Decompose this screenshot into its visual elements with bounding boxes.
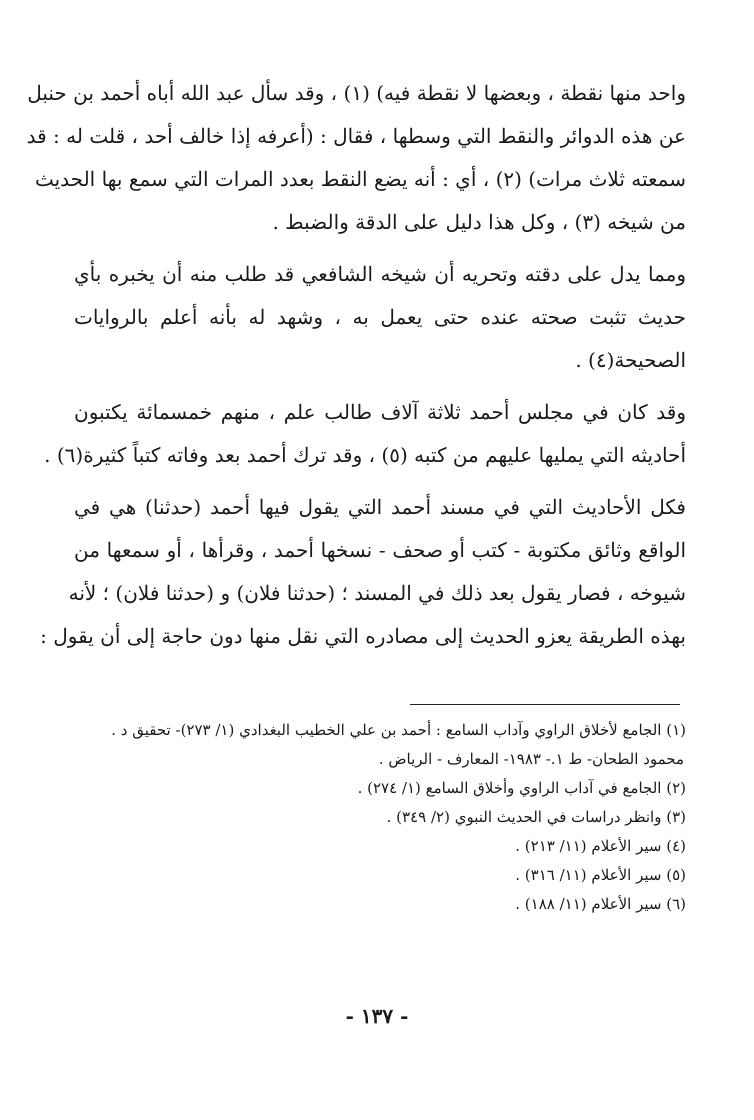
text-line: شيوخه ، فصار يقول بعد ذلك في المسند ؛ (حدثنا فلان) و (حدثنا فلان) ؛ لأنه <box>68 581 686 605</box>
text-line: حديث تثبت صحته عنده حتى يعمل به ، وشهد له بأنه أعلم بالروايات <box>74 305 686 329</box>
footnote-2: (٢) الجامع في آداب الراوي وأخلاق السامع (١/ ٢٧٤) . <box>357 779 686 797</box>
paragraph-4 <box>40 486 686 658</box>
text-line: سمعته ثلاث مرات) (٢) ، أي : أنه يضع النقط بعدد المرات التي سمع بها الحديث <box>34 167 686 191</box>
page-number: - ١٣٧ - <box>345 1004 409 1028</box>
main-text <box>26 72 686 658</box>
text-line: ومما يدل على دقته وتحريه أن شيخه الشافعي قد طلب منه أن يخبره بأي <box>74 262 686 286</box>
text-line: بهذه الطريقة يعزو الحديث إلى مصادره التي نقل منها دون حاجة إلى أن يقول : <box>40 624 686 648</box>
footnote-6: (٦) سير الأعلام (١١/ ١٨٨) . <box>515 895 686 913</box>
text-line: فكل الأحاديث التي في مسند أحمد التي يقول فيها أحمد (حدثنا) هي في <box>74 495 686 519</box>
paragraph-2 <box>74 253 686 382</box>
text-line: أحاديثه التي يمليها عليهم من كتبه (٥) ، وقد ترك أحمد بعد وفاته كتباً كثيرة(٦) . <box>44 443 686 467</box>
text-line: عن هذه الدوائر والنقط التي وسطها ، فقال : (أعرفه إذا خالف أحد ، قلت له : قد <box>26 124 686 148</box>
footnote-3: (٣) وانظر دراسات في الحديث النبوي (٢/ ٣٤٩) . <box>386 808 686 826</box>
footnotes <box>74 716 686 919</box>
text-line: وقد كان في مجلس أحمد ثلاثة آلاف طالب علم ، منهم خمسمائة يكتبون <box>74 400 686 424</box>
text-line: واحد منها نقطة ، وبعضها لا نقطة فيه) (١) ، وقد سأل عبد الله أباه أحمد بن حنبل <box>27 81 686 105</box>
text-line: الواقع وثائق مكتوبة - كتب أو صحف - نسخها أحمد ، وقرأها ، أو سمعها من <box>74 538 686 562</box>
text-line: من شيخه (٣) ، وكل هذا دليل على الدقة والضبط . <box>272 210 686 234</box>
footnote-1-continuation: محمود الطحان- ط ١.- ١٩٨٣- المعارف - الرياض . <box>378 750 684 768</box>
paragraph-3 <box>44 391 686 477</box>
text-line: الصحيحة(٤) . <box>575 348 686 372</box>
paragraph-1 <box>26 72 686 244</box>
footnote-1: (١) الجامع لأخلاق الراوي وآداب السامع : أحمد بن علي الخطيب البغدادي (١/ ٢٧٣)- تحقيق د . <box>111 721 686 739</box>
footnote-divider <box>410 704 680 705</box>
footnote-4: (٤) سير الأعلام (١١/ ٢١٣) . <box>515 837 686 855</box>
footnote-5: (٥) سير الأعلام (١١/ ٣١٦) . <box>515 866 686 884</box>
